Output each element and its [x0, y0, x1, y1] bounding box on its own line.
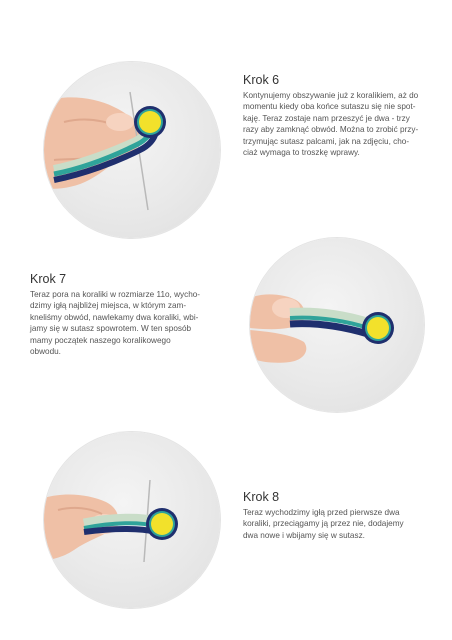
step-description: [30, 289, 228, 357]
text-line: dwa nowe i wbijamy się w sutasz.: [243, 530, 365, 540]
step-title: Krok 6: [243, 73, 280, 87]
text-line: trzymując sutasz palcami, jak na zdjęciu, cho-: [243, 136, 410, 146]
text-line: Teraz pora na koraliki w rozmiarze 11o, wycho-: [30, 290, 201, 299]
step-title: Krok 7: [30, 272, 67, 286]
hand-with-soutache-image: [44, 432, 220, 608]
step-description: [243, 507, 443, 541]
text-line: Teraz wychodzimy igłą przed pierwsze dwa: [243, 508, 400, 517]
text-line: Kontynujemy obszywanie już z koralikiem, aż do: [243, 91, 419, 100]
step-8: [243, 490, 443, 541]
step-description: [243, 90, 443, 158]
text-line: kaję. Teraz zostaje nam przeszyć je dwa - trzy: [243, 113, 410, 123]
step-6: [243, 73, 443, 158]
text-line: jamy się w sutasz spowrotem. W ten sposób: [30, 324, 192, 334]
step-6-photo: [44, 62, 220, 238]
text-line: mamy początek naszego koralikowego: [30, 335, 171, 345]
text-line: kneliśmy obwód, nawlekamy dwa koraliki, wbi-: [30, 312, 199, 322]
text-line: dzimy igłą najbliżej miejsca, w którym zam-: [30, 301, 187, 311]
step-title: Krok 8: [243, 490, 280, 504]
step-7: [30, 272, 228, 357]
text-line: ciaż wymaga to troszkę wprawy.: [243, 148, 360, 158]
hand-with-soutache-image: [44, 62, 220, 238]
step-8-photo: [44, 432, 220, 608]
text-line: obwodu.: [30, 347, 61, 357]
text-line: razy aby zamknąć obwód. Można to zrobić przy-: [243, 125, 419, 135]
text-line: momentu kiedy oba końce sutaszu się nie spot-: [243, 102, 416, 112]
step-7-photo: [250, 238, 424, 412]
hand-with-soutache-image: [250, 238, 424, 412]
text-line: koraliki, przeciągamy ją przez nie, dodajemy: [243, 519, 404, 529]
